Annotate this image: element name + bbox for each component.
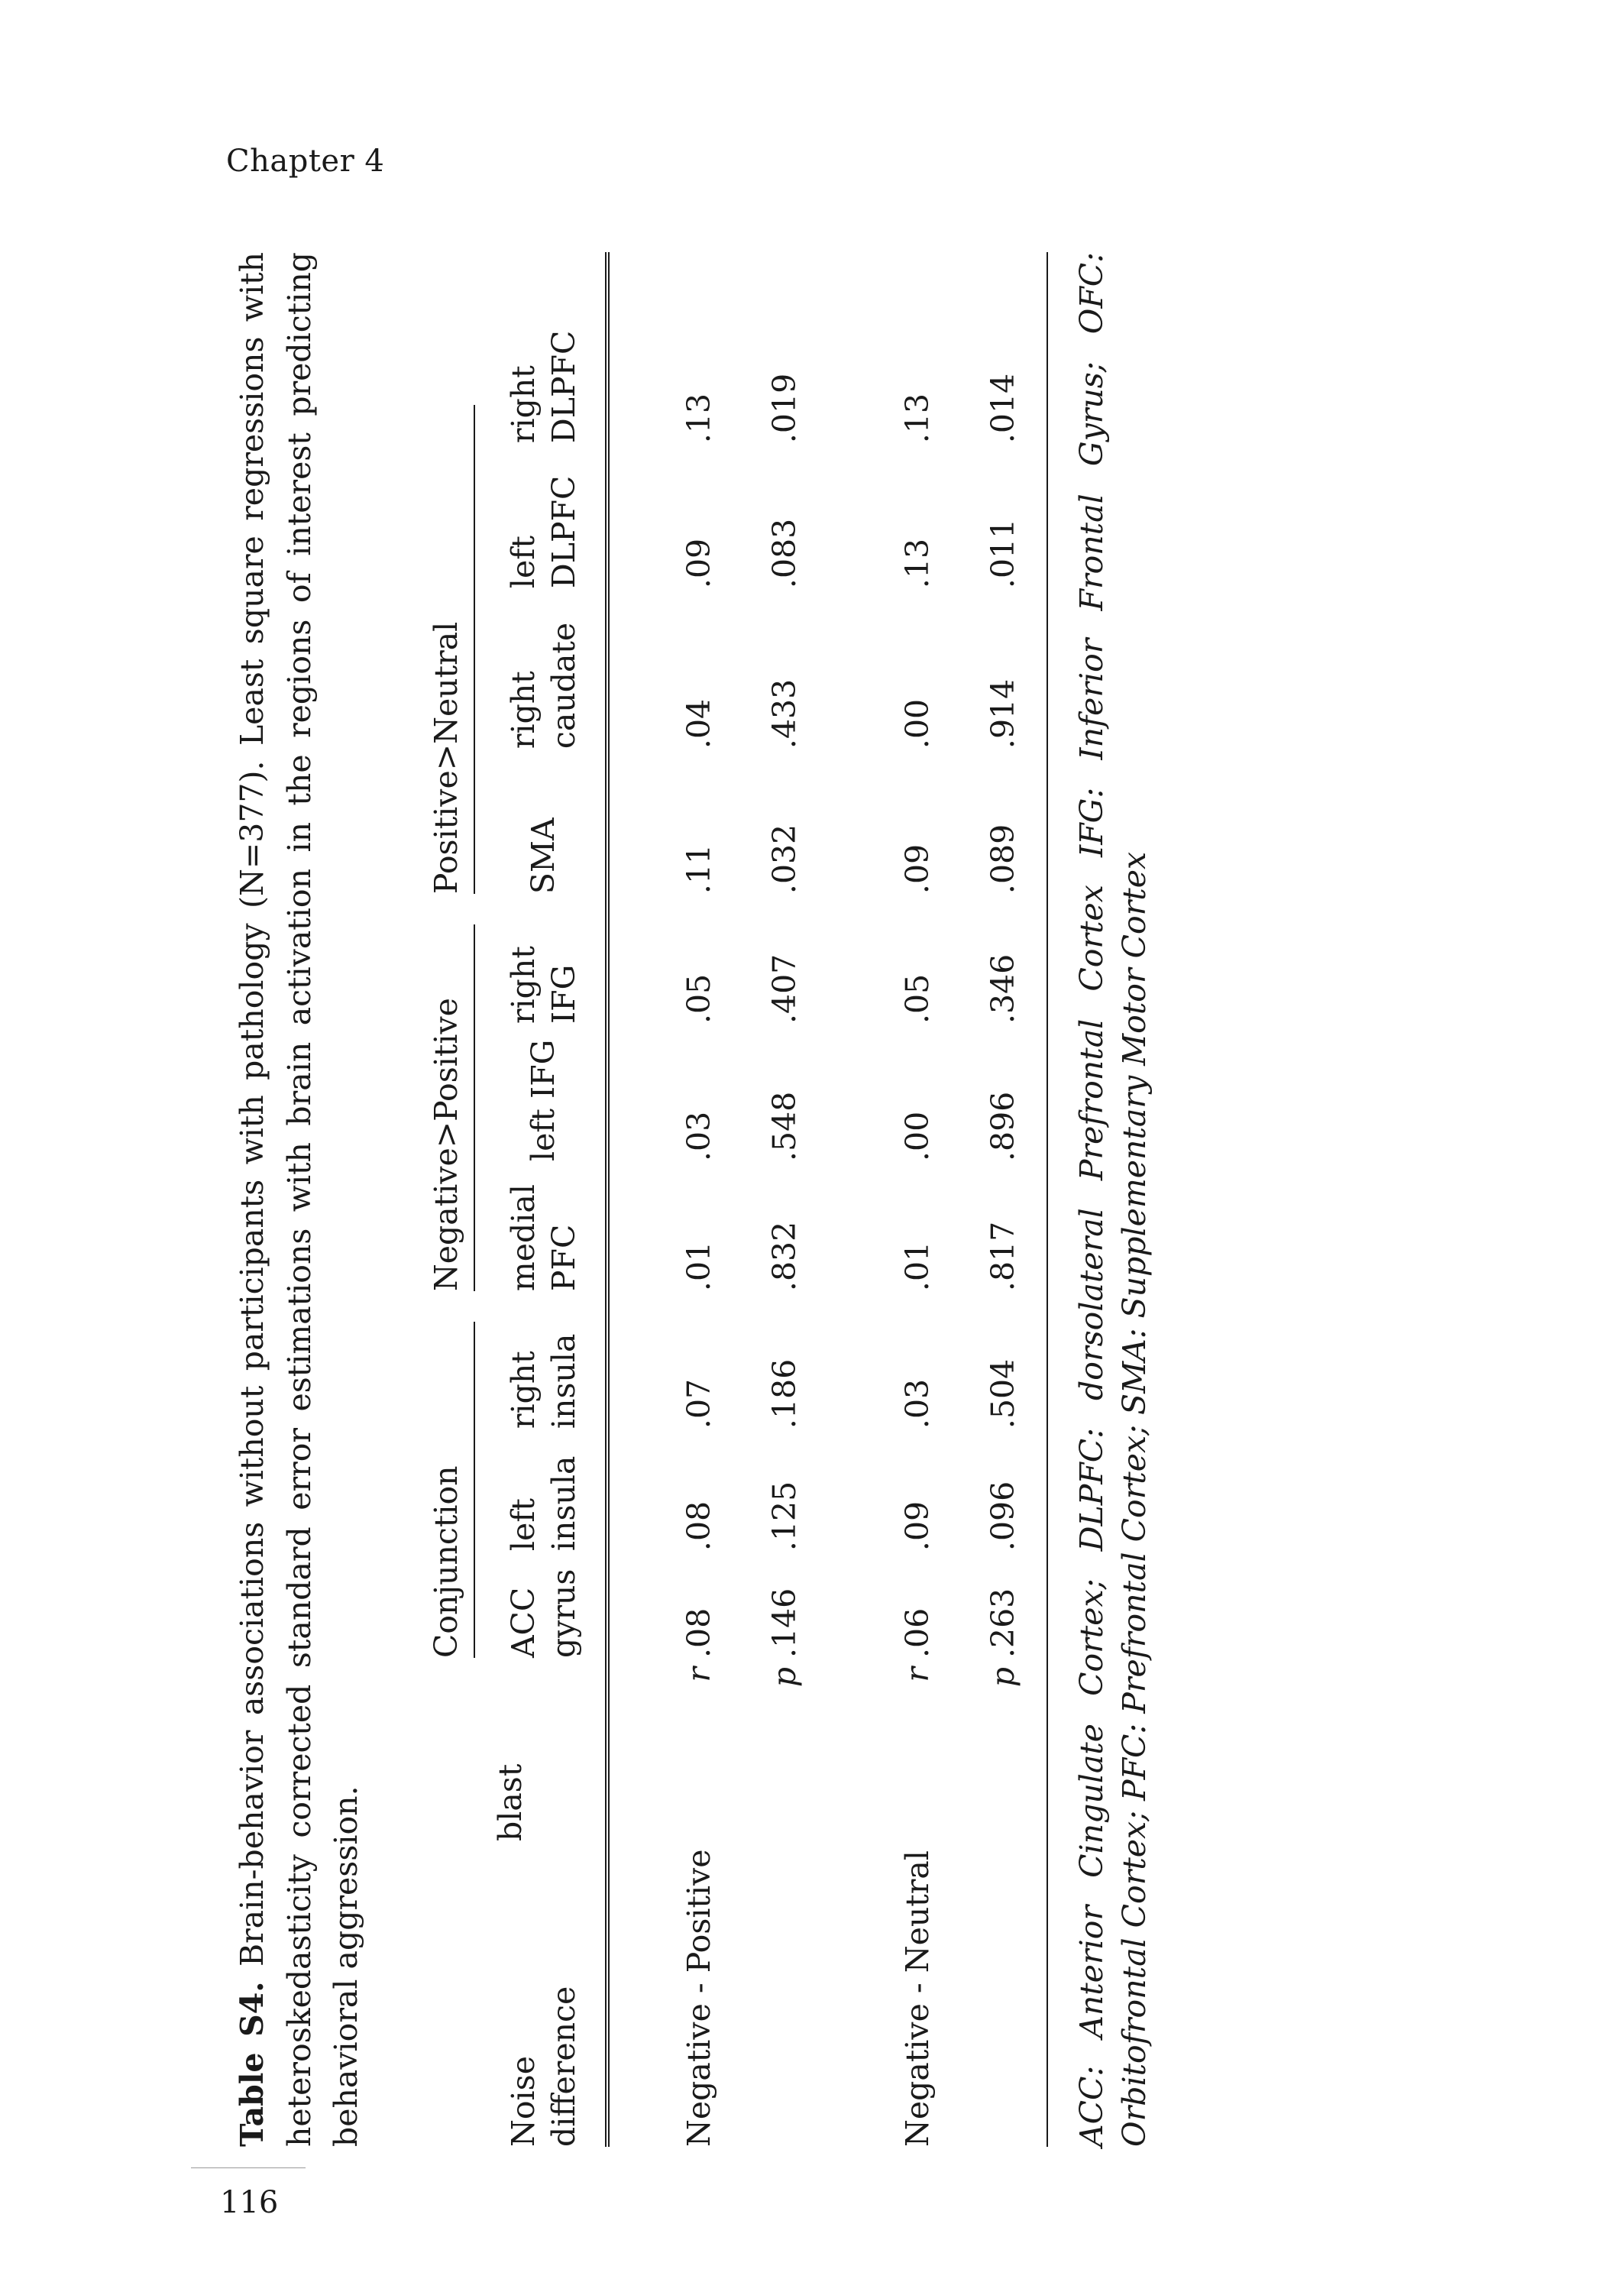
cell: .817 — [985, 1221, 1022, 1292]
col-medial-pfc: medial PFC — [504, 1184, 582, 1292]
col-left-ifg: left IFG — [525, 1039, 562, 1162]
page-number-rule — [191, 2167, 306, 2168]
cell: .083 — [766, 518, 804, 589]
cell: .07 — [681, 1378, 718, 1429]
cell: .13 — [681, 393, 718, 444]
cell: .011 — [985, 518, 1022, 589]
cell: .146 — [766, 1588, 804, 1659]
col-right-dlpfc: right DLPFC — [504, 330, 582, 444]
stat-label-r: r — [681, 1667, 718, 1682]
col-right-ifg: right IFG — [504, 946, 582, 1025]
cell: .548 — [766, 1091, 804, 1162]
cell: .04 — [681, 698, 718, 749]
table-row — [875, 252, 961, 2147]
group-header-row — [419, 252, 483, 2147]
blast-header: blast — [492, 1763, 529, 1842]
cell: .096 — [985, 1481, 1022, 1552]
results-table — [419, 252, 1048, 2147]
group-negative-positive: Negative>Positive — [426, 924, 474, 1291]
cell: .05 — [899, 973, 937, 1025]
cell: .09 — [681, 538, 718, 589]
row-label-negative-neutral: Negative - Neutral — [899, 1850, 937, 2147]
cell: .03 — [681, 1111, 718, 1162]
group-conjunction: Conjunction — [426, 1322, 474, 1658]
cell: .832 — [766, 1221, 804, 1292]
running-header: Chapter 4 — [226, 144, 385, 179]
table-row — [742, 252, 828, 2147]
col-left-insula: left insula — [504, 1455, 582, 1552]
table-caption-label: Table S4. — [234, 1981, 270, 2147]
corner-header: Noise difference — [504, 1986, 582, 2147]
cell: .13 — [899, 393, 937, 444]
row-label-negative-positive: Negative - Positive — [681, 1849, 718, 2147]
table-caption-text: Brain-behavior associations without participants with pathology (N=377). Least square regressions with heteroskedasticity corrected standard error estimations with brain activation in the regions of interest predicting behavioral aggression. — [234, 252, 364, 2147]
column-header-row — [483, 252, 607, 2147]
cell: .186 — [766, 1358, 804, 1429]
cell: .01 — [899, 1241, 937, 1292]
col-acc-gyrus: ACC gyrus — [504, 1568, 582, 1659]
group-positive-neutral: Positive>Neutral — [426, 405, 474, 894]
table-row — [657, 252, 742, 2147]
cell: .01 — [681, 1241, 718, 1292]
col-left-dlpfc: left DLPFC — [504, 475, 582, 589]
col-right-insula: right insula — [504, 1333, 582, 1429]
cell: .03 — [899, 1378, 937, 1429]
cell: .06 — [899, 1607, 937, 1659]
cell: .433 — [766, 678, 804, 749]
stat-label-p: p — [985, 1667, 1022, 1688]
table-row — [961, 252, 1047, 2147]
cell: .00 — [899, 1111, 937, 1162]
cell: .019 — [766, 373, 804, 444]
cell: .09 — [899, 1500, 937, 1552]
col-sma: SMA — [525, 817, 562, 895]
stat-label-p: p — [766, 1667, 804, 1688]
cell: .014 — [985, 373, 1022, 444]
stat-label-r: r — [899, 1667, 937, 1682]
cell: .896 — [985, 1091, 1022, 1162]
table-caption — [229, 252, 370, 2147]
cell: .032 — [766, 824, 804, 895]
cell: .125 — [766, 1481, 804, 1552]
cell: .08 — [681, 1500, 718, 1552]
table-footnote: ACC: Anterior Cingulate Cortex; DLPFC: dorsolateral Prefrontal Cortex IFG: Inferior Frontal Gyrus; OFC: Orbitofrontal Cortex; PFC: Prefrontal Cortex; SMA: Supplementary Motor Cortex — [1073, 252, 1153, 2147]
cell: .08 — [681, 1607, 718, 1659]
cell: .504 — [985, 1358, 1022, 1429]
cell: .09 — [899, 843, 937, 895]
cell: .407 — [766, 953, 804, 1025]
cell: .914 — [985, 678, 1022, 749]
cell: .089 — [985, 824, 1022, 895]
table-bottom-rule — [1047, 252, 1048, 2147]
rotated-table-block — [229, 252, 1153, 2147]
cell: .346 — [985, 953, 1022, 1025]
cell: .00 — [899, 698, 937, 749]
page-number: 116 — [220, 2185, 279, 2220]
cell: .13 — [899, 538, 937, 589]
cell: .263 — [985, 1588, 1022, 1659]
cell: .05 — [681, 973, 718, 1025]
col-right-caudate: right caudate — [504, 622, 582, 749]
cell: .11 — [681, 843, 718, 895]
